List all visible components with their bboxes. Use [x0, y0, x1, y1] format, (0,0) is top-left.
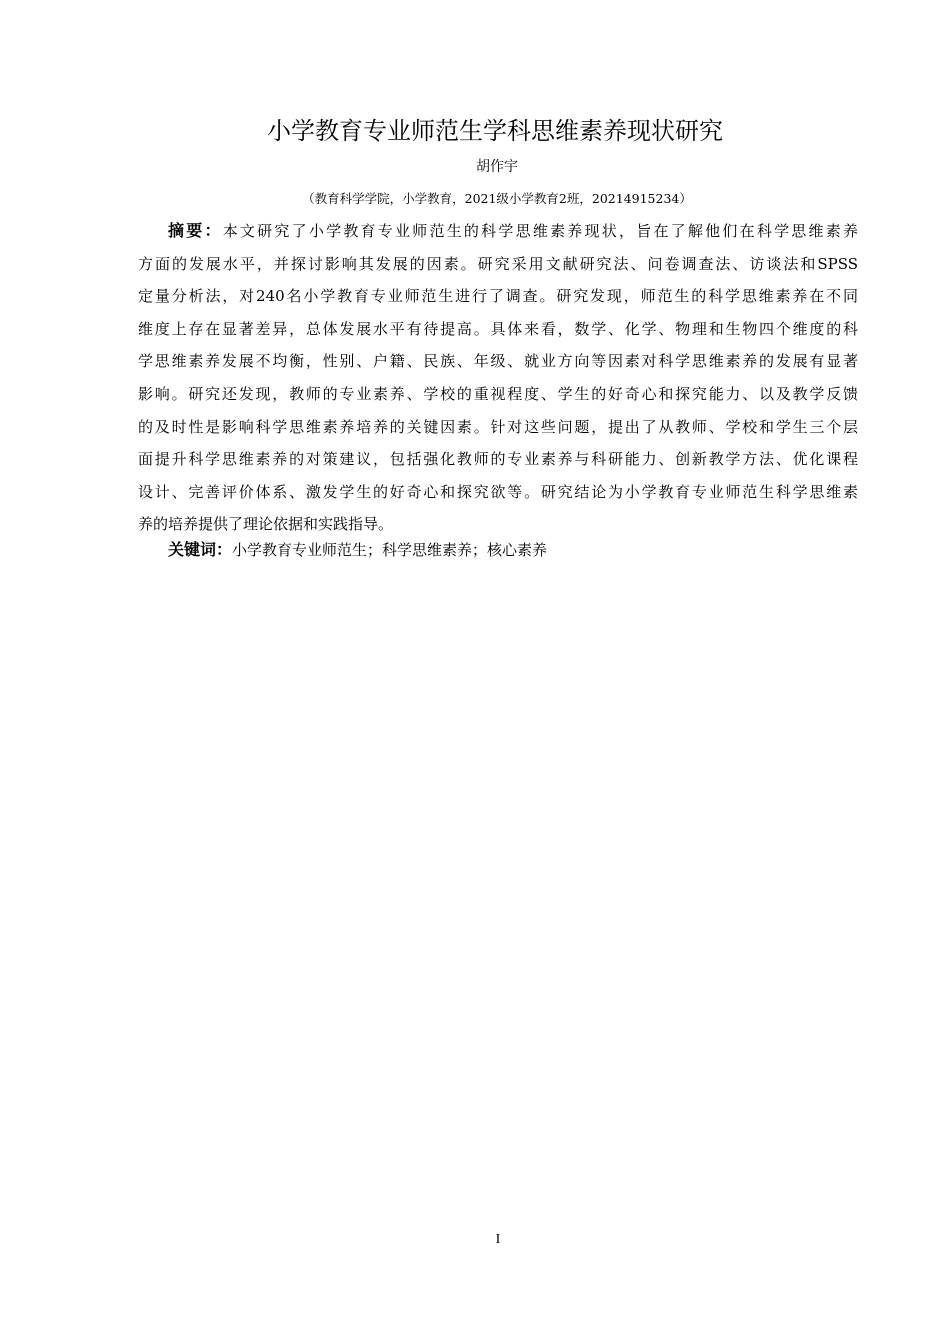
- abstract-line: 的及时性是影响科学思维素养培养的关键因素。针对这些问题，提出了从教师、学校和学生三个层: [138, 417, 858, 436]
- keywords-text: 小学教育专业师范生；科学思维素养；核心素养: [232, 541, 548, 559]
- author-name: 胡作宇: [476, 159, 518, 175]
- author-affiliation: （教育科学学院，小学教育，2021级小学教育2班，20214915234）: [302, 191, 692, 206]
- abstract-line: 设计、完善评价体系、激发学生的好奇心和探究欲等。研究结论为小学教育专业师范生科学思维素: [138, 482, 858, 501]
- abstract-paragraph: [138, 215, 858, 541]
- abstract-line: 维度上存在显著差异，总体发展水平有待提高。具体来看，数学、化学、物理和生物四个维度的科: [138, 319, 858, 338]
- abstract-line-text: 本文研究了小学教育专业师范生的科学思维素养现状，旨在了解他们在科学思维素养: [222, 222, 858, 240]
- keywords-line: [168, 534, 547, 566]
- abstract-label: 摘要：: [168, 221, 223, 240]
- page-number: I: [495, 1232, 501, 1247]
- abstract-line: 方面的发展水平，并探讨影响其发展的因素。研究采用文献研究法、问卷调查法、访谈法和SPSS: [138, 254, 858, 273]
- abstract-line: [138, 215, 858, 248]
- abstract-line: 学思维素养发展不均衡，性别、户籍、民族、年级、就业方向等因素对科学思维素养的发展有显著: [138, 352, 858, 371]
- abstract-line: 面提升科学思维素养的对策建议，包括强化教师的专业素养与科研能力、创新教学方法、优化课程: [138, 450, 858, 469]
- abstract-line: 养的培养提供了理论依据和实践指导。: [138, 515, 394, 534]
- abstract-line: 定量分析法，对240名小学教育专业师范生进行了调查。研究发现，师范生的科学思维素养在不同: [138, 287, 858, 306]
- paper-title: 小学教育专业师范生学科思维素养现状研究: [267, 117, 723, 145]
- keywords-label: 关键词：: [168, 540, 233, 559]
- abstract-line: 影响。研究还发现，教师的专业素养、学校的重视程度、学生的好奇心和探究能力、以及教学反馈: [138, 384, 858, 403]
